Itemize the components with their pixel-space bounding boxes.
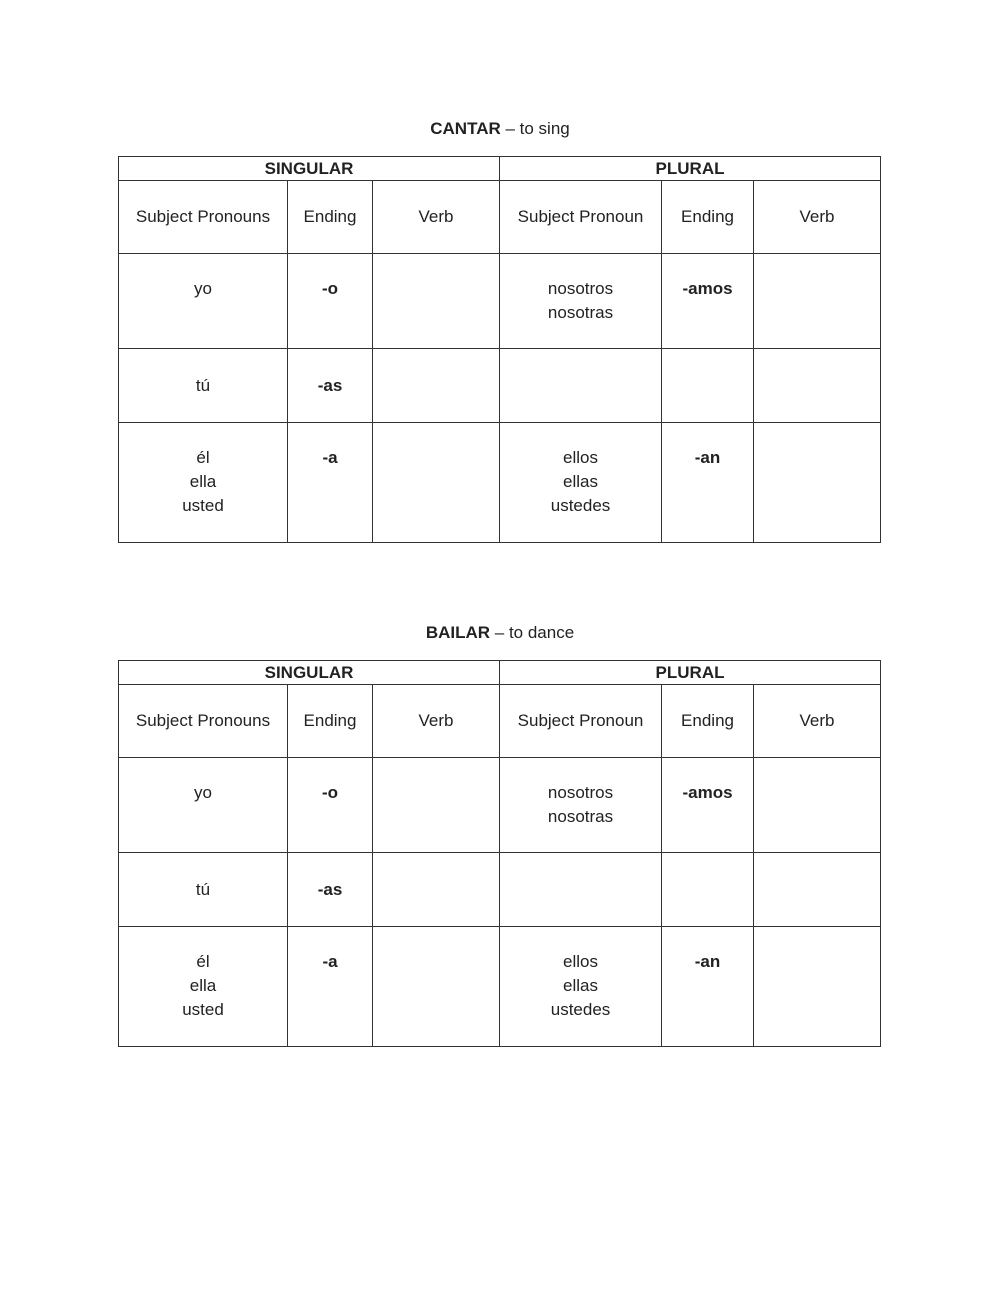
plural-ending-cell: -an: [662, 423, 754, 543]
singular-ending-cell: -a: [288, 927, 373, 1047]
singular-ending-cell: -as: [288, 853, 373, 927]
singular-pronoun-cell: [119, 758, 288, 853]
column-header: Ending: [662, 181, 754, 254]
column-header: Verb: [373, 181, 500, 254]
plural-verb-blank[interactable]: [754, 927, 881, 1047]
bailar-title: [0, 622, 1000, 644]
column-header: Ending: [288, 181, 373, 254]
pronoun: ella: [189, 976, 217, 995]
plural-pronoun-cell: [500, 423, 662, 543]
pronoun: él: [196, 448, 210, 467]
plural-verb-blank[interactable]: [754, 853, 881, 927]
column-header: Verb: [754, 685, 881, 758]
pronoun: ustedes: [550, 1000, 611, 1019]
plural-pronoun-cell: [500, 927, 662, 1047]
singular-verb-blank[interactable]: [373, 423, 500, 543]
column-header: Verb: [754, 181, 881, 254]
plural-verb-blank[interactable]: [754, 423, 881, 543]
pronoun: él: [196, 952, 210, 971]
singular-verb-blank[interactable]: [373, 349, 500, 423]
pronoun: ustedes: [550, 496, 611, 515]
table-row: [119, 927, 881, 1047]
pronoun: ellas: [563, 976, 598, 995]
column-header: Subject Pronoun: [500, 181, 662, 254]
plural-verb-blank[interactable]: [754, 254, 881, 349]
pronoun: usted: [182, 1000, 224, 1019]
pronoun: usted: [182, 496, 224, 515]
singular-pronoun-cell: [119, 423, 288, 543]
pronoun: ella: [189, 472, 217, 491]
singular-pronoun-cell: [119, 853, 288, 927]
pronoun: yo: [194, 783, 212, 802]
cantar-title: [0, 118, 1000, 140]
pronoun: tú: [195, 879, 211, 899]
plural-ending-cell: -amos: [662, 254, 754, 349]
column-header: Ending: [288, 685, 373, 758]
pronoun: nosotras: [547, 303, 614, 322]
verb-name: BAILAR: [425, 623, 491, 642]
plural-pronoun-cell: [500, 758, 662, 853]
singular-verb-blank[interactable]: [373, 758, 500, 853]
singular-ending-cell: -as: [288, 349, 373, 423]
bailar-conjugation-table: [118, 660, 881, 1047]
plural-ending-cell: -an: [662, 927, 754, 1047]
pronoun: tú: [195, 375, 211, 395]
pronoun: ellas: [563, 472, 598, 491]
singular-ending-cell: -a: [288, 423, 373, 543]
table-row: [119, 423, 881, 543]
pronoun: yo: [194, 279, 212, 298]
plural-ending-cell: -amos: [662, 758, 754, 853]
singular-pronoun-cell: [119, 254, 288, 349]
verb-name: CANTAR: [430, 119, 501, 138]
singular-pronoun-cell: [119, 349, 288, 423]
singular-header: SINGULAR: [119, 661, 500, 685]
table-row: [119, 349, 881, 423]
plural-pronoun-cell: [500, 349, 662, 423]
column-header: Subject Pronouns: [119, 181, 288, 254]
plural-header: PLURAL: [500, 661, 881, 685]
verb-meaning: – to sing: [500, 119, 570, 138]
column-header: Verb: [373, 685, 500, 758]
plural-pronoun-cell: [500, 853, 662, 927]
plural-verb-blank[interactable]: [754, 349, 881, 423]
plural-verb-blank[interactable]: [754, 758, 881, 853]
plural-ending-cell: [662, 349, 754, 423]
table-row: [119, 254, 881, 349]
column-header: Subject Pronoun: [500, 685, 662, 758]
table-row: [119, 853, 881, 927]
singular-ending-cell: -o: [288, 254, 373, 349]
pronoun: nosotras: [547, 807, 614, 826]
pronoun: nosotros: [547, 783, 614, 802]
pronoun: ellos: [563, 448, 598, 467]
singular-verb-blank[interactable]: [373, 927, 500, 1047]
singular-header: SINGULAR: [119, 157, 500, 181]
singular-ending-cell: -o: [288, 758, 373, 853]
pronoun: nosotros: [547, 279, 614, 298]
pronoun: ellos: [563, 952, 598, 971]
singular-verb-blank[interactable]: [373, 254, 500, 349]
column-header: Subject Pronouns: [119, 685, 288, 758]
table-row: [119, 758, 881, 853]
singular-verb-blank[interactable]: [373, 853, 500, 927]
column-header: Ending: [662, 685, 754, 758]
plural-ending-cell: [662, 853, 754, 927]
plural-pronoun-cell: [500, 254, 662, 349]
verb-meaning: – to dance: [490, 623, 575, 642]
singular-pronoun-cell: [119, 927, 288, 1047]
plural-header: PLURAL: [500, 157, 881, 181]
cantar-conjugation-table: [118, 156, 881, 543]
